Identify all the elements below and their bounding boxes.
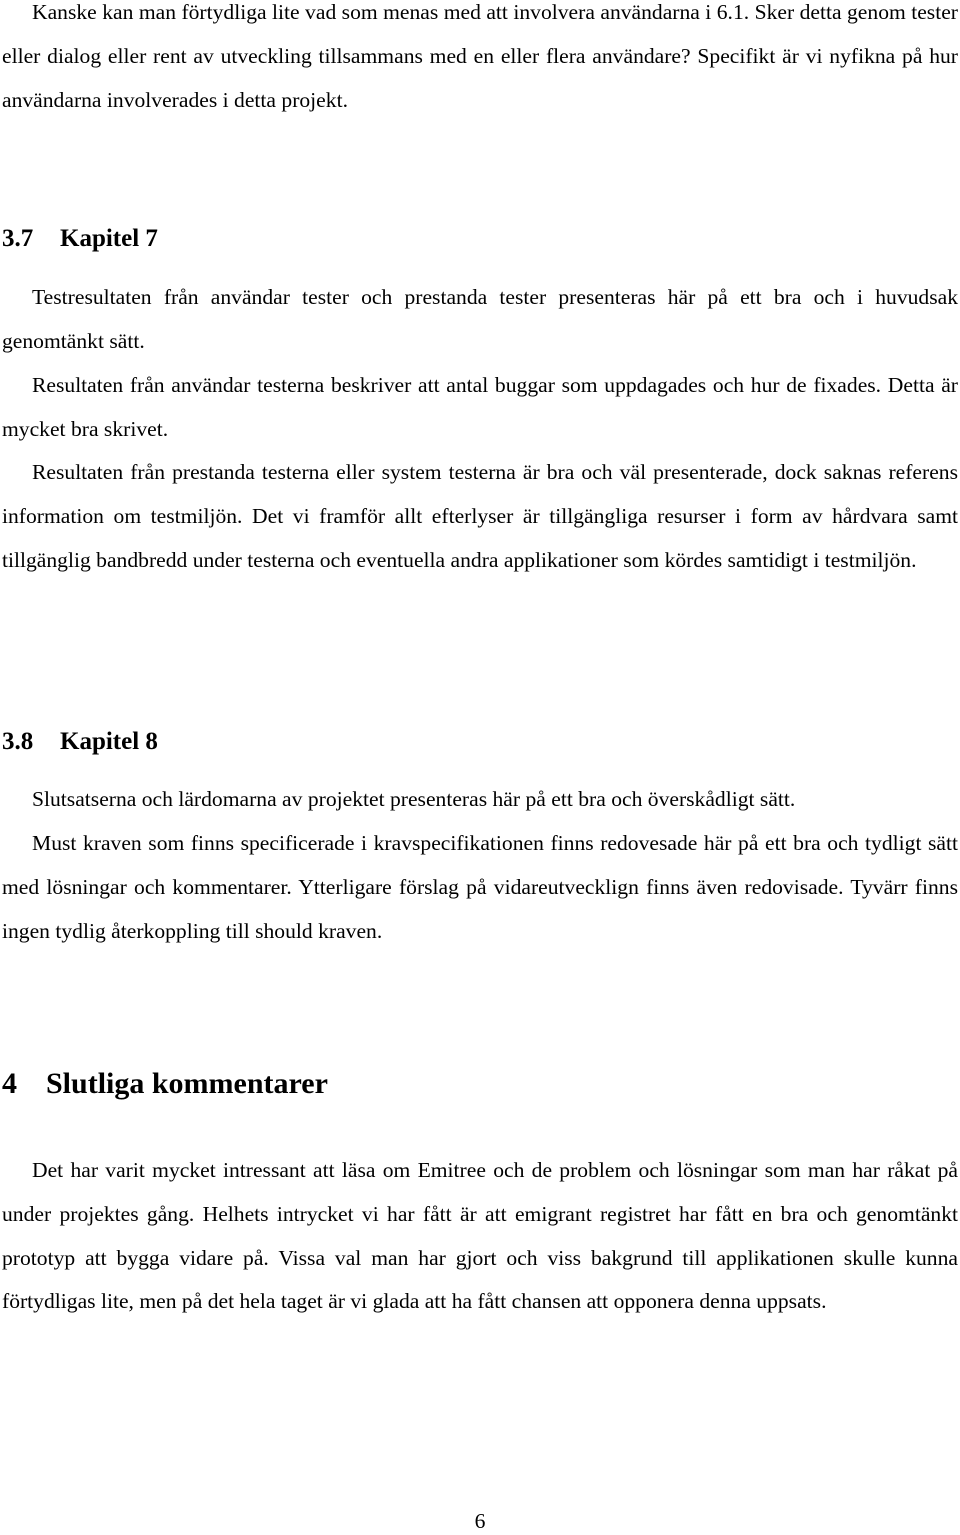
section-heading-4 — [2, 1067, 328, 1101]
section-title: Kapitel 8 — [60, 728, 158, 755]
page-number: 6 — [474, 1509, 486, 1533]
section-title: Kapitel 7 — [60, 225, 158, 252]
section-3-8-paragraph-1: Slutsatserna och lärdomarna av projektet presenteras här på ett bra och överskådligt sätt. — [32, 787, 796, 811]
section-number: 3.7 — [2, 225, 34, 252]
section-number: 4 — [2, 1067, 17, 1100]
section-number: 3.8 — [2, 728, 34, 755]
section-3-8-paragraph-2: Must kraven som finns specificerade i kravspecifikationen finns redovesade här på ett bra och tydligt sätt med lösningar och kommentarer. Ytterligare förslag på vidareutvecklign finns även redovisade. Tyvärr finns ingen tydlig återkoppling till should kraven. — [2, 831, 958, 943]
section-heading-3-8 — [2, 728, 158, 756]
section-heading-3-7 — [2, 225, 158, 253]
section-title: Slutliga kommentarer — [46, 1067, 328, 1100]
section-4-paragraph-1: Det har varit mycket intressant att läsa om Emitree och de problem och lösningar som man har råkat på under projektes gång. Helhets intrycket vi har fått är att emigrant registret har fått en bra och genomtänkt prototyp att bygga vidare på. Vissa val man har gjort och viss bakgrund till applikationen skulle kunna förtydligas lite, men på det hela taget är vi glada att ha fått chansen att opponera denna uppsats. — [2, 1158, 958, 1314]
section-3-7-paragraph-2: Resultaten från användar testerna beskriver att antal buggar som uppdagades och hur de fixades. Detta är mycket bra skrivet. — [2, 373, 958, 441]
intro-paragraph: Kanske kan man förtydliga lite vad som menas med att involvera användarna i 6.1. Sker detta genom tester eller dialog eller rent av utveckling tillsammans med en eller flera användare? Specifikt är vi nyfikna på hur användarna involverades i detta projekt. — [2, 0, 958, 112]
section-3-7-paragraph-1: Testresultaten från användar tester och prestanda tester presenteras här på ett bra och i huvudsak genomtänkt sätt. — [2, 285, 958, 353]
section-3-7-paragraph-3: Resultaten från prestanda testerna eller system testerna är bra och väl presenterade, dock saknas referens information om testmiljön. Det vi framför allt efterlyser är tillgängliga resurser i form av hårdvara samt tillgänglig bandbredd under testerna och eventuella andra applikationer som kördes samtidigt i testmiljön. — [2, 460, 958, 572]
